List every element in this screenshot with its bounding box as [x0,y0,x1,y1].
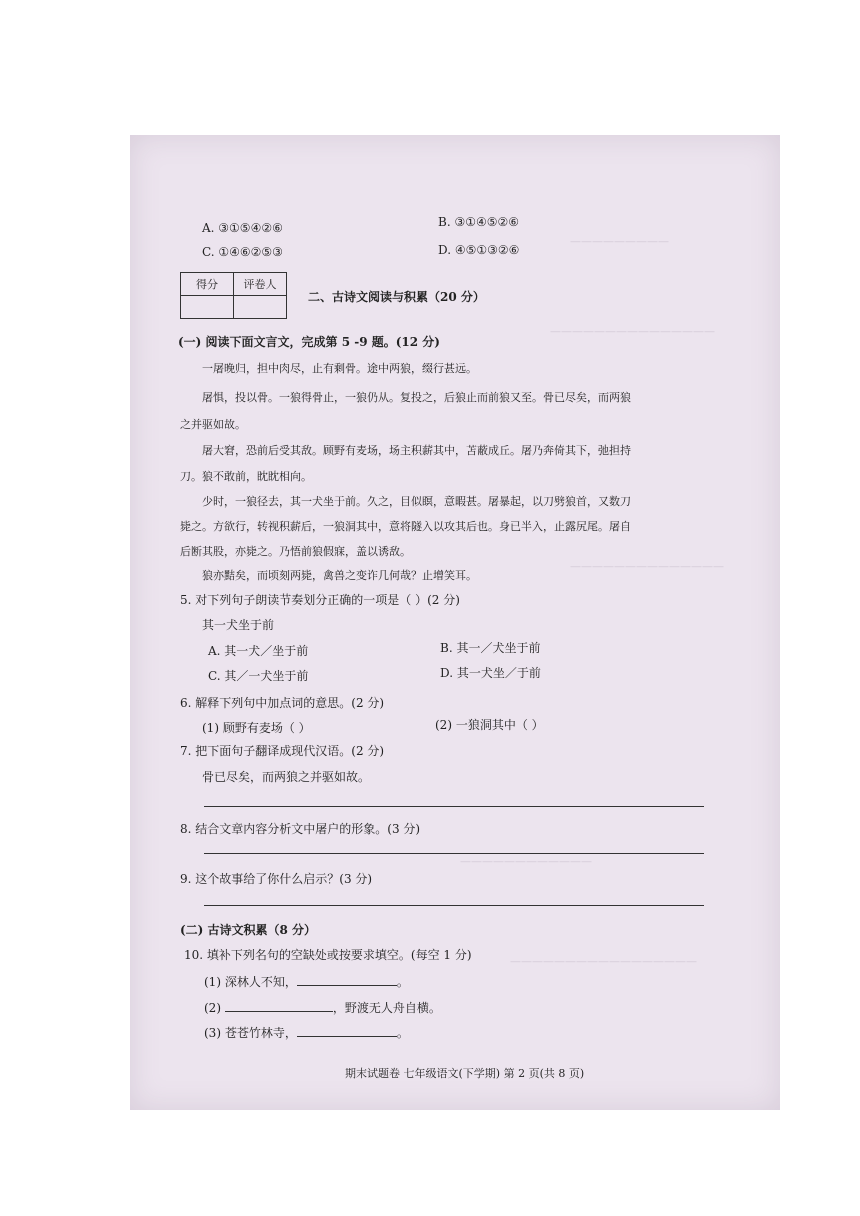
bleed-through-mark: ———————————— [460,855,592,868]
grader-header: 评卷人 [234,273,287,296]
passage-line: 刀。狼不敢前，眈眈相向。 [180,470,312,483]
question-5-option-c: C. 其／一犬坐于前 [208,669,309,683]
question-10-item-3 [204,1024,409,1041]
question-5-sentence: 其一犬坐于前 [202,618,275,632]
bleed-through-mark: ————————— [570,235,669,248]
question-5-option-d: D. 其一犬坐／于前 [440,666,541,680]
question-10-item-1 [204,973,409,990]
passage-line: 一屠晚归，担中肉尽，止有剩骨。途中两狼，缀行甚远。 [202,362,477,375]
answer-line[interactable] [204,806,704,807]
option-d: D. ④⑤①③②⑥ [438,243,520,257]
question-5-option-b: B. 其一／犬坐于前 [440,641,541,655]
score-header: 得分 [181,273,234,296]
item-1-blank[interactable] [297,973,397,986]
grader-cell[interactable] [234,296,287,319]
item-2-text: (2) [204,1001,225,1015]
passage-line: 屠大窘，恐前后受其敌。顾野有麦场，场主积薪其中，苫蔽成丘。屠乃奔倚其下，弛担持 [202,444,631,457]
question-8-stem: 8. 结合文章内容分析文中屠户的形象。(3 分) [180,822,421,836]
exam-page [130,135,780,1110]
score-table [180,272,287,319]
passage-line: 后断其股，亦毙之。乃悟前狼假寐，盖以诱敌。 [180,545,411,558]
passage-line: 狼亦黠矣，而顷刻两毙，禽兽之变诈几何哉？止增笑耳。 [202,569,477,582]
question-6-stem: 6. 解释下列句中加点词的意思。(2 分) [180,696,385,710]
bleed-through-mark: ————————————————— [510,955,697,968]
question-6-item-1: (1) 顾野有麦场（ ） [202,721,311,735]
question-7-sentence: 骨已尽矣，而两狼之并驱如故。 [202,770,371,784]
passage-line: 屠惧，投以骨。一狼得骨止，一狼仍从。复投之，后狼止而前狼又至。骨已尽矣，而两狼 [202,391,631,404]
bleed-through-mark: —————————————— [570,560,724,573]
answer-line[interactable] [204,905,704,906]
question-6-item-2: (2) 一狼洞其中（ ） [435,718,544,732]
item-1-text: (1) 深林人不知， [204,975,297,989]
item-3-end: 。 [396,1026,409,1040]
question-5-option-a: A. 其一犬／坐于前 [208,644,309,658]
item-2-blank[interactable] [225,999,333,1012]
answer-line[interactable] [204,853,704,854]
item-1-end: 。 [396,975,409,989]
question-7-stem: 7. 把下面句子翻译成现代汉语。(2 分) [180,744,385,758]
part-title: (一) 阅读下面文言文，完成第 5 -9 题。(12 分) [178,335,440,349]
item-3-blank[interactable] [297,1024,397,1037]
question-5-stem: 5. 对下列句子朗读节奏划分正确的一项是（ ）(2 分) [180,593,460,607]
question-10-item-2 [204,999,441,1016]
item-2-end: ，野渡无人舟自横。 [332,1001,441,1015]
passage-line: 之并驱如故。 [180,418,246,431]
question-9-stem: 9. 这个故事给了你什么启示？(3 分) [180,872,373,886]
option-b: B. ③①④⑤②⑥ [438,215,519,229]
passage-line: 毙之。方欲行，转视积薪后，一狼洞其中，意将隧入以攻其后也。身已半入，止露尻尾。屠自 [180,520,631,533]
option-a: A. ③①⑤④②⑥ [202,221,283,235]
part-title: (二) 古诗文积累（8 分） [180,923,317,937]
passage-line: 少时，一狼径去，其一犬坐于前。久之，目似瞑，意暇甚。屠暴起，以刀劈狼首，又数刀 [202,495,631,508]
question-10-stem: 10. 填补下列名句的空缺处或按要求填空。(每空 1 分) [184,948,472,962]
page-footer: 期末试题卷 七年级语文(下学期) 第 2 页(共 8 页) [345,1067,585,1080]
option-c: C. ①④⑥②⑤③ [202,245,283,259]
item-3-text: (3) 苍苍竹林寺， [204,1026,297,1040]
score-cell[interactable] [181,296,234,319]
section-title: 二、古诗文阅读与积累（20 分） [308,290,485,304]
bleed-through-mark: ——————————————— [550,325,715,338]
